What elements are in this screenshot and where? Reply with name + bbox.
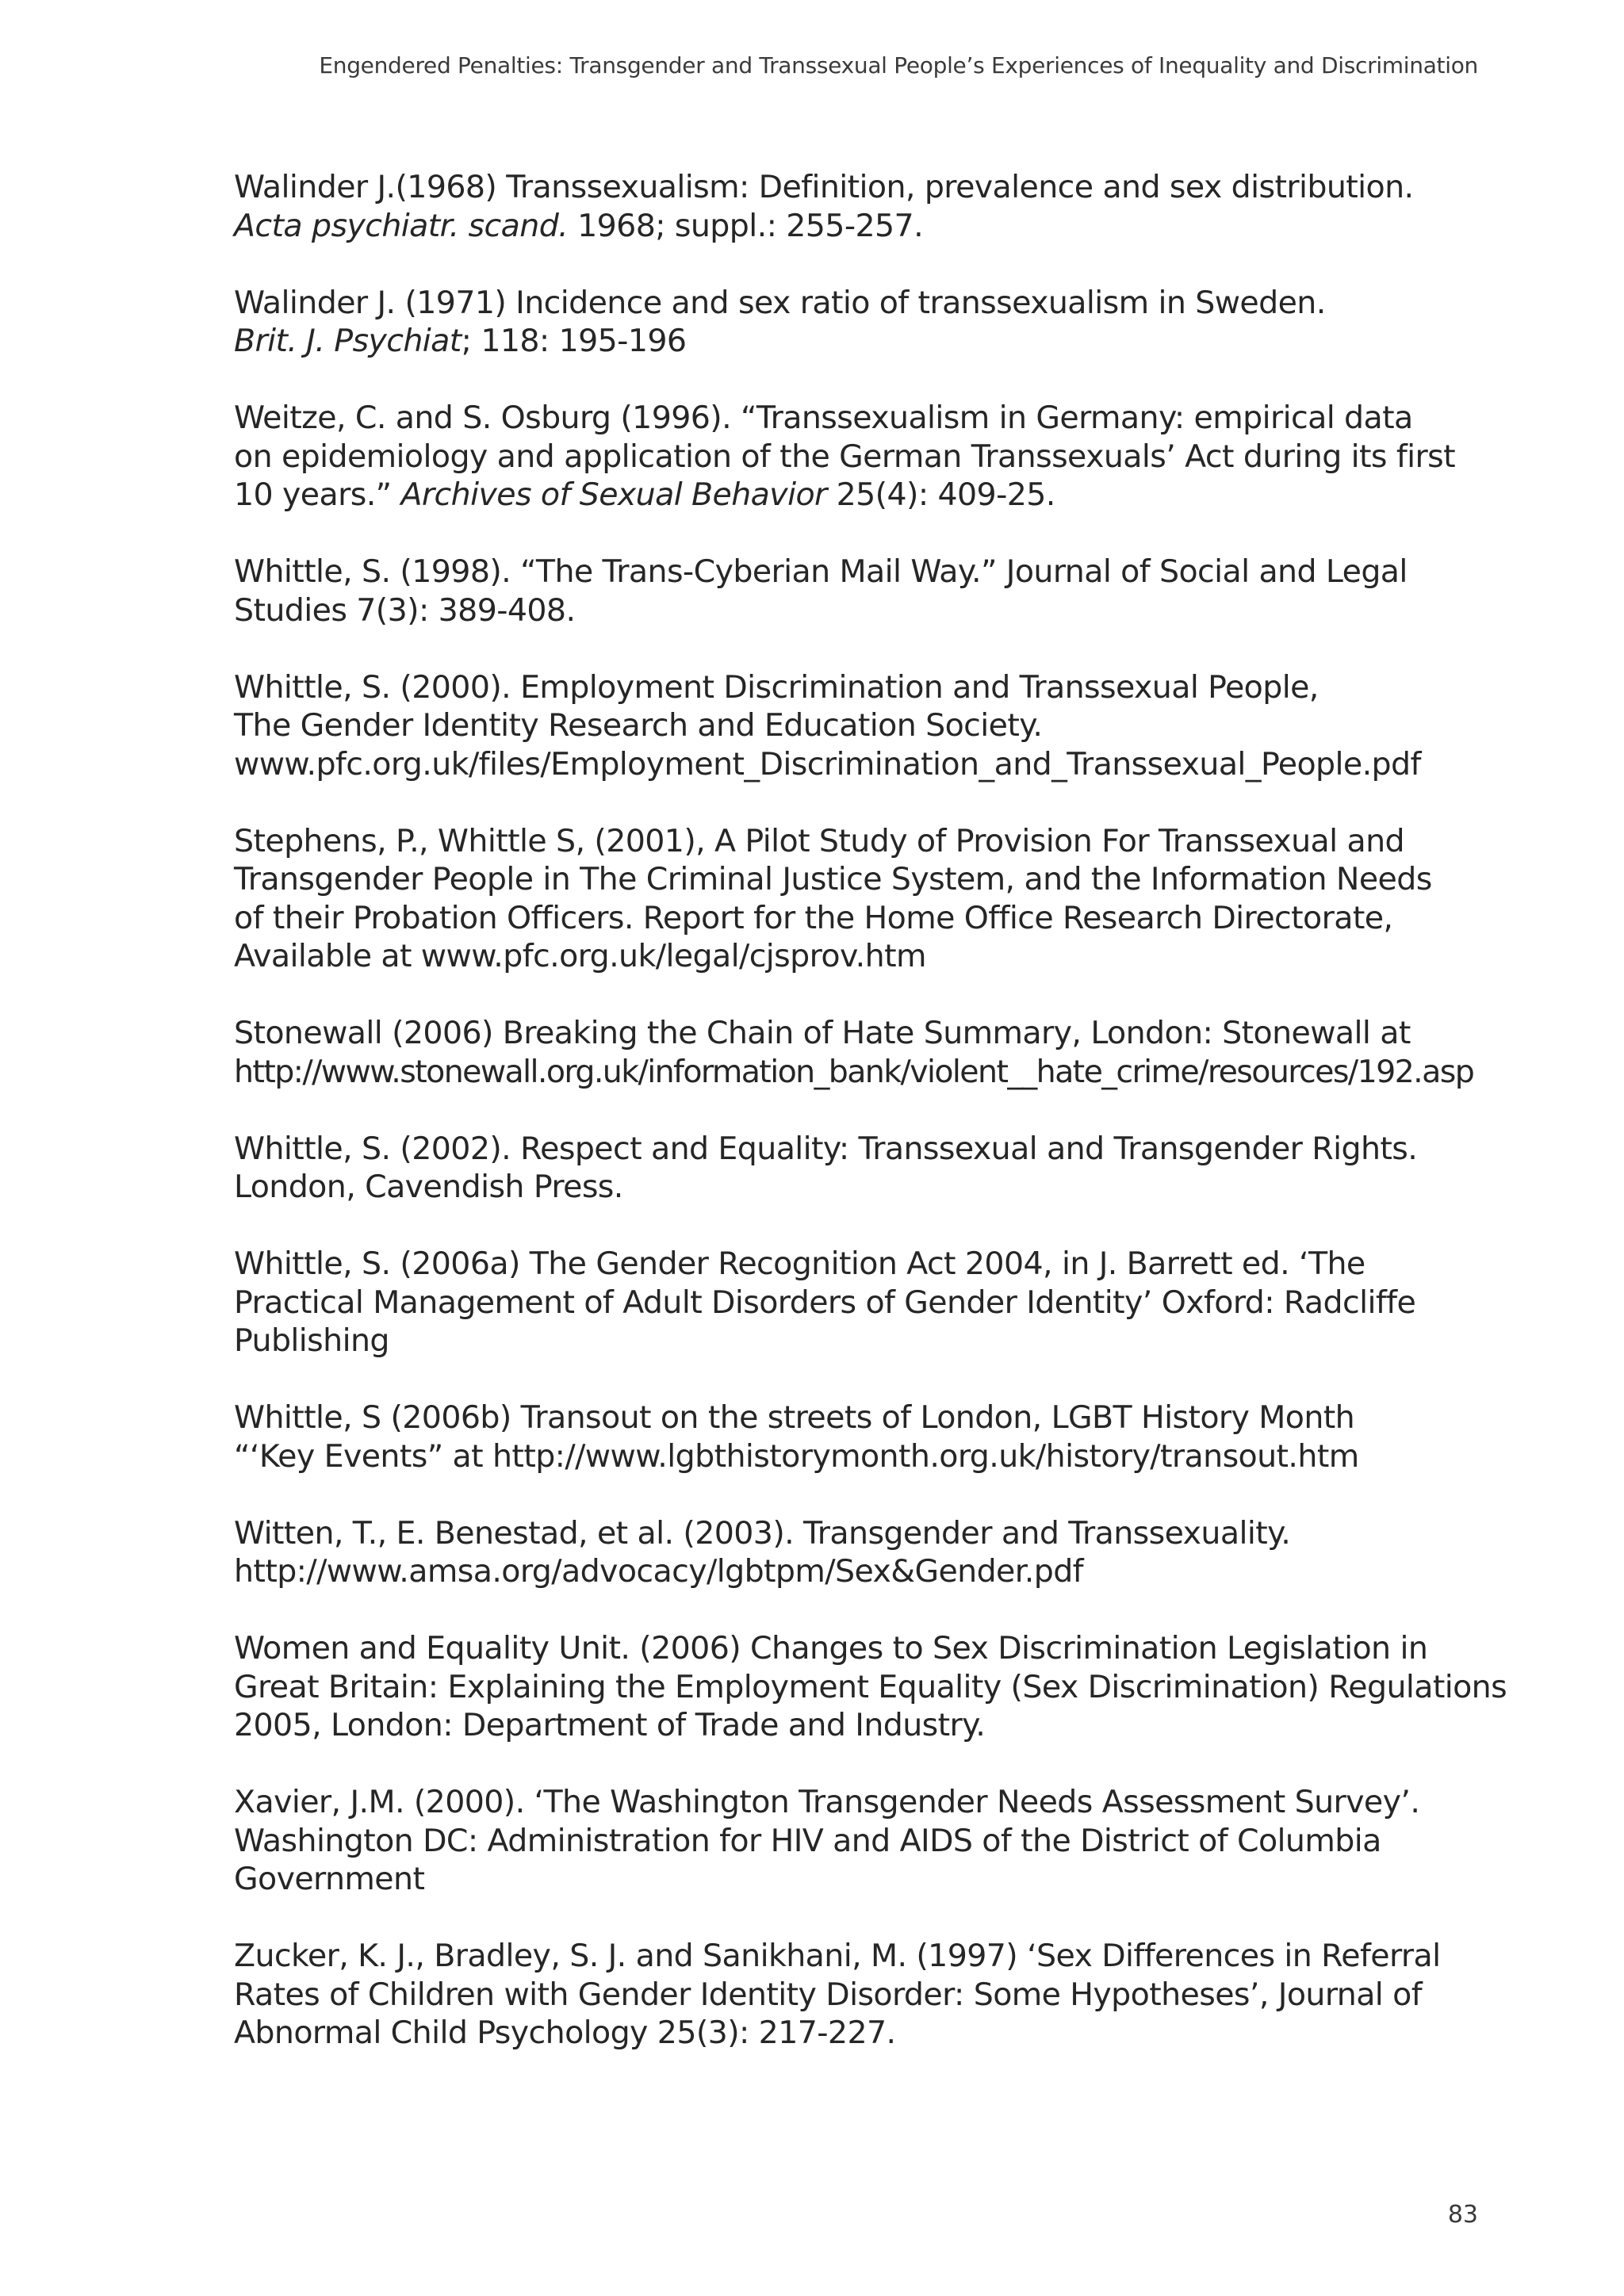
reference-text: on epidemiology and application of the German Transsexuals’ Act during its first bbox=[234, 438, 1456, 475]
reference-text: 10 years.” bbox=[234, 476, 401, 513]
reference-entry bbox=[234, 822, 1503, 976]
reference-line bbox=[234, 1822, 1503, 1861]
reference-entry bbox=[234, 284, 1503, 361]
reference-line bbox=[234, 1168, 1503, 1207]
reference-text: 1968; suppl.: 255-257. bbox=[568, 207, 924, 244]
reference-line bbox=[234, 476, 1503, 515]
reference-text: Washington DC: Administration for HIV and AIDS of the District of Columbia bbox=[234, 1822, 1381, 1859]
reference-line bbox=[234, 591, 1503, 630]
reference-text: Abnormal Child Psychology 25(3): 217-227. bbox=[234, 2015, 896, 2051]
reference-line bbox=[234, 1053, 1503, 1092]
reference-text: Whittle, S. (1998). “The Trans-Cyberian Mail Way.” Journal of Social and Legal bbox=[234, 553, 1408, 590]
reference-text: Walinder J. (1971) Incidence and sex ratio of transsexualism in Sweden. bbox=[234, 284, 1326, 321]
reference-entry bbox=[234, 1629, 1507, 1745]
reference-italic-text: Archives of Sexual Behavior bbox=[400, 476, 827, 513]
reference-line bbox=[234, 1130, 1503, 1169]
reference-text: http://www.stonewall.org.uk/information_bank/violent__hate_crime/resources/192.asp bbox=[234, 1053, 1474, 1090]
reference-entry bbox=[234, 1514, 1503, 1591]
page-number: 83 bbox=[1447, 2201, 1478, 2229]
reference-line bbox=[234, 937, 1503, 976]
reference-text: Zucker, K. J., Bradley, S. J. and Sanikhani, M. (1997) ‘Sex Differences in Referral bbox=[234, 1938, 1441, 1974]
reference-line bbox=[234, 1014, 1503, 1053]
reference-text: The Gender Identity Research and Education Society. bbox=[234, 707, 1043, 744]
reference-entry bbox=[234, 399, 1503, 515]
reference-entry bbox=[234, 668, 1503, 784]
reference-line bbox=[234, 1322, 1503, 1360]
reference-line bbox=[234, 1937, 1503, 1976]
reference-italic-text: Brit. J. Psychiat bbox=[234, 323, 462, 359]
reference-entry bbox=[234, 1014, 1503, 1091]
reference-text: Whittle, S (2006b) Transout on the streets of London, LGBT History Month bbox=[234, 1399, 1355, 1436]
reference-text: Transgender People in The Criminal Justice System, and the Information Needs bbox=[234, 861, 1432, 897]
reference-line bbox=[234, 553, 1503, 591]
reference-line bbox=[234, 1629, 1503, 1668]
reference-text: http://www.amsa.org/advocacy/lgbtpm/Sex&Gender.pdf bbox=[234, 1553, 1083, 1590]
reference-line bbox=[234, 1437, 1503, 1476]
reference-text: Stonewall (2006) Breaking the Chain of Hate Summary, London: Stonewall at bbox=[234, 1015, 1411, 1051]
reference-entry bbox=[234, 553, 1503, 629]
reference-text: Available at www.pfc.org.uk/legal/cjsprov.htm bbox=[234, 938, 926, 974]
reference-line bbox=[234, 706, 1503, 745]
reference-line bbox=[234, 860, 1503, 899]
reference-text: Weitze, C. and S. Osburg (1996). “Transsexualism in Germany: empirical data bbox=[234, 400, 1413, 436]
reference-text: of their Probation Officers. Report for the Home Office Research Directorate, bbox=[234, 899, 1393, 936]
reference-entry bbox=[234, 168, 1503, 245]
reference-text: Great Britain: Explaining the Employment Equality (Sex Discrimination) Regulations bbox=[234, 1668, 1507, 1705]
reference-line bbox=[234, 284, 1503, 323]
reference-text: Publishing bbox=[234, 1322, 389, 1359]
reference-line bbox=[234, 1706, 1503, 1745]
reference-line bbox=[234, 1976, 1503, 2015]
reference-text: Practical Management of Adult Disorders of Gender Identity’ Oxford: Radcliffe bbox=[234, 1284, 1416, 1321]
reference-text: Xavier, J.M. (2000). ‘The Washington Transgender Needs Assessment Survey’. bbox=[234, 1784, 1420, 1820]
reference-line bbox=[234, 1860, 1503, 1899]
reference-text: Stephens, P., Whittle S, (2001), A Pilot Study of Provision For Transsexual and bbox=[234, 822, 1404, 859]
reference-text: Government bbox=[234, 1861, 425, 1897]
reference-text: ; 118: 195-196 bbox=[461, 323, 687, 359]
reference-entry bbox=[234, 1130, 1503, 1207]
reference-text: Whittle, S. (2002). Respect and Equality: Transsexual and Transgender Rights. bbox=[234, 1130, 1418, 1167]
reference-line bbox=[234, 668, 1503, 707]
reference-text: 25(4): 409-25. bbox=[826, 476, 1055, 513]
reference-text: Rates of Children with Gender Identity Disorder: Some Hypotheses’, Journal of bbox=[234, 1976, 1423, 2013]
reference-line bbox=[234, 1399, 1503, 1437]
reference-text: London, Cavendish Press. bbox=[234, 1169, 623, 1205]
reference-line bbox=[234, 899, 1503, 938]
reference-line bbox=[234, 399, 1503, 438]
reference-line bbox=[234, 438, 1503, 476]
reference-entry bbox=[234, 1783, 1503, 1899]
reference-text: Studies 7(3): 389-408. bbox=[234, 591, 576, 629]
reference-text: www.pfc.org.uk/files/Employment_Discrimination_and_Transsexual_People.pdf bbox=[234, 745, 1421, 783]
reference-line bbox=[234, 745, 1503, 784]
reference-line bbox=[234, 2014, 1503, 2053]
reference-line bbox=[234, 1783, 1503, 1822]
reference-entry bbox=[234, 1245, 1503, 1360]
reference-line bbox=[234, 207, 1503, 246]
reference-line bbox=[234, 322, 1503, 361]
reference-text: Whittle, S. (2000). Employment Discrimination and Transsexual People, bbox=[234, 668, 1319, 706]
reference-text: “‘Key Events” at http://www.lgbthistorymonth.org.uk/history/transout.htm bbox=[234, 1437, 1359, 1475]
reference-text: Witten, T., E. Benestad, et al. (2003). Transgender and Transsexuality. bbox=[234, 1514, 1291, 1552]
reference-text: Whittle, S. (2006a) The Gender Recognition Act 2004, in J. Barrett ed. ‘The bbox=[234, 1246, 1365, 1282]
reference-text: Walinder J.(1968) Transsexualism: Definition, prevalence and sex distribution. bbox=[234, 169, 1414, 205]
reference-line bbox=[234, 822, 1503, 861]
reference-text: 2005, London: Department of Trade and Industry. bbox=[234, 1707, 986, 1743]
reference-list bbox=[234, 168, 1507, 2091]
reference-entry bbox=[234, 1399, 1503, 1475]
reference-line bbox=[234, 1552, 1503, 1591]
reference-line bbox=[234, 1284, 1503, 1322]
reference-line bbox=[234, 168, 1503, 207]
reference-entry bbox=[234, 1937, 1503, 2053]
reference-line bbox=[234, 1514, 1503, 1553]
running-header: Engendered Penalties: Transgender and Transsexual People’s Experiences of Inequality and Discrimination bbox=[319, 52, 1478, 78]
reference-italic-text: Acta psychiatr. scand. bbox=[234, 207, 569, 244]
reference-line bbox=[234, 1668, 1507, 1707]
reference-text: Women and Equality Unit. (2006) Changes to Sex Discrimination Legislation in bbox=[234, 1630, 1428, 1667]
reference-line bbox=[234, 1245, 1503, 1284]
